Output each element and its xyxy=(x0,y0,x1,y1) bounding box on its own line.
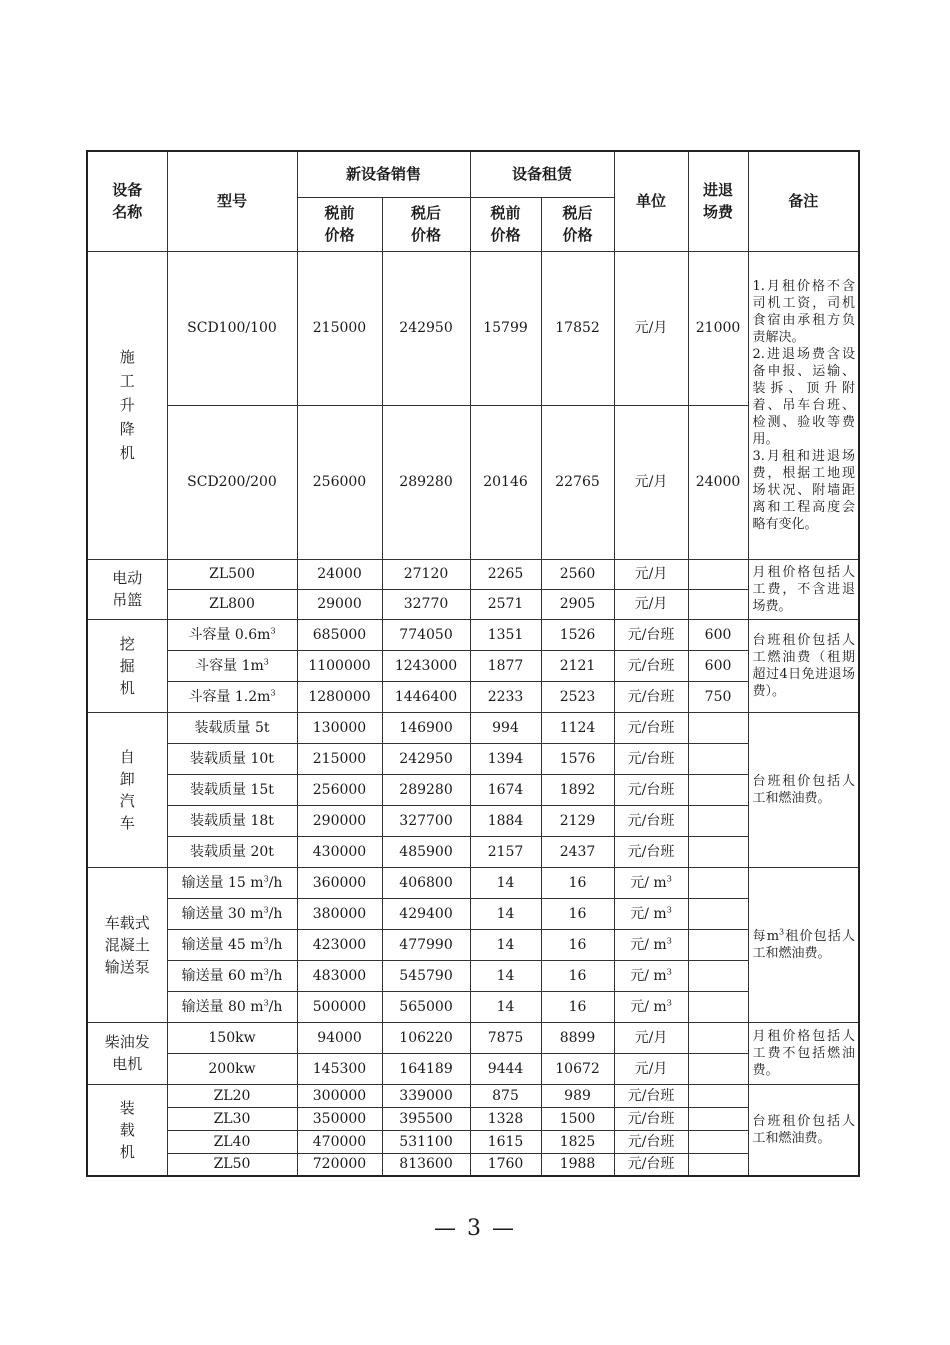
sale-post-cell: 429400 xyxy=(382,898,470,929)
fee-cell xyxy=(688,960,748,991)
unit-cell: 元/月 xyxy=(614,405,688,559)
rent-pre-cell: 15799 xyxy=(470,251,541,405)
table-row xyxy=(87,650,859,681)
group-name-excavator: 挖 掘 机 xyxy=(87,619,167,712)
page-number: — 3 — xyxy=(434,1216,516,1241)
fee-cell xyxy=(688,1107,748,1130)
unit-cell: 元/ $m^3$ xyxy=(614,929,688,960)
table-row xyxy=(87,960,859,991)
model-cell: ZL30 xyxy=(167,1107,297,1130)
fee-cell xyxy=(688,805,748,836)
header-remarks: 备注 xyxy=(748,151,859,251)
sale-pre-cell: 29000 xyxy=(297,589,382,619)
sale-post-cell: 106220 xyxy=(382,1022,470,1053)
fee-cell: 600 xyxy=(688,619,748,650)
fee-cell xyxy=(688,991,748,1022)
group-name-hoist: 施 工 升 降 机 xyxy=(87,251,167,559)
sale-pre-cell: 720000 xyxy=(297,1153,382,1176)
sale-pre-cell: 130000 xyxy=(297,712,382,743)
unit-cell: 元/ $m^3$ xyxy=(614,898,688,929)
sale-pre-cell: 145300 xyxy=(297,1053,382,1084)
rent-post-cell: 1526 xyxy=(541,619,614,650)
rent-post-cell: 10672 xyxy=(541,1053,614,1084)
sale-pre-cell: 500000 xyxy=(297,991,382,1022)
sale-post-cell: 545790 xyxy=(382,960,470,991)
fee-cell xyxy=(688,1130,748,1153)
rent-post-cell: 16 xyxy=(541,960,614,991)
remark-gondola: 月租价格包括人工费，不含进退场费。 xyxy=(748,559,859,619)
table-row xyxy=(87,1053,859,1084)
unit-cell: 元/台班 xyxy=(614,836,688,867)
rent-pre-cell: 875 xyxy=(470,1084,541,1107)
model-cell: 装载质量 18t xyxy=(167,805,297,836)
sale-pre-cell: 290000 xyxy=(297,805,382,836)
table-row xyxy=(87,589,859,619)
header-sale-post-tax: 税后 价格 xyxy=(382,197,470,251)
table-row xyxy=(87,867,859,898)
rent-pre-cell: 1328 xyxy=(470,1107,541,1130)
unit-cell: 元/台班 xyxy=(614,650,688,681)
model-cell: 装载质量 15t xyxy=(167,774,297,805)
model-cell: SCD200/200 xyxy=(167,405,297,559)
unit-cell: 元/台班 xyxy=(614,1130,688,1153)
table-row xyxy=(87,1022,859,1053)
table-row xyxy=(87,1153,859,1176)
header-row-1 xyxy=(87,151,859,197)
sale-post-cell: 289280 xyxy=(382,405,470,559)
table-row xyxy=(87,774,859,805)
rent-pre-cell: 1394 xyxy=(470,743,541,774)
fee-cell xyxy=(688,898,748,929)
group-name-gondola: 电动 吊篮 xyxy=(87,559,167,619)
unit-cell: 元/台班 xyxy=(614,1107,688,1130)
unit-cell: 元/台班 xyxy=(614,805,688,836)
sale-pre-cell: 300000 xyxy=(297,1084,382,1107)
rent-post-cell: 2437 xyxy=(541,836,614,867)
sale-post-cell: 32770 xyxy=(382,589,470,619)
header-equipment-name: 设备 名称 xyxy=(87,151,167,251)
rent-post-cell: 2121 xyxy=(541,650,614,681)
sale-pre-cell: 430000 xyxy=(297,836,382,867)
fee-cell xyxy=(688,712,748,743)
fee-cell xyxy=(688,1084,748,1107)
sale-post-cell: 27120 xyxy=(382,559,470,589)
group-name-loader: 装 载 机 xyxy=(87,1084,167,1176)
group-name-diesel-generator: 柴油发 电机 xyxy=(87,1022,167,1084)
table-row xyxy=(87,898,859,929)
unit-cell: 元/台班 xyxy=(614,774,688,805)
rent-pre-cell: 2571 xyxy=(470,589,541,619)
rent-pre-cell: 1884 xyxy=(470,805,541,836)
fee-cell xyxy=(688,1022,748,1053)
sale-post-cell: 164189 xyxy=(382,1053,470,1084)
fee-cell: 750 xyxy=(688,681,748,712)
fee-cell xyxy=(688,1153,748,1176)
fee-cell: 24000 xyxy=(688,405,748,559)
unit-cell: 元/ $m^3$ xyxy=(614,960,688,991)
unit-cell: 元/月 xyxy=(614,251,688,405)
header-sale-pre-tax: 税前 价格 xyxy=(297,197,382,251)
table-row xyxy=(87,405,859,559)
model-cell: 输送量 45 $m^3/h$ xyxy=(167,929,297,960)
rent-pre-cell: 14 xyxy=(470,960,541,991)
rent-post-cell: 2905 xyxy=(541,589,614,619)
equipment-price-table xyxy=(86,150,860,1177)
rent-post-cell: 1576 xyxy=(541,743,614,774)
model-cell: 输送量 80 $m^3/h$ xyxy=(167,991,297,1022)
model-cell: 斗容量 $1.2m^3$ xyxy=(167,681,297,712)
table-row xyxy=(87,1084,859,1107)
model-cell: 输送量 15 $m^3/h$ xyxy=(167,867,297,898)
rent-post-cell: 16 xyxy=(541,898,614,929)
header-rental: 设备租赁 xyxy=(470,151,614,197)
rent-pre-cell: 1877 xyxy=(470,650,541,681)
fee-cell: 21000 xyxy=(688,251,748,405)
sale-pre-cell: 256000 xyxy=(297,405,382,559)
fee-cell xyxy=(688,929,748,960)
rent-post-cell: 16 xyxy=(541,929,614,960)
sale-pre-cell: 94000 xyxy=(297,1022,382,1053)
remark-dump-truck: 台班租价包括人工和燃油费。 xyxy=(748,712,859,867)
table-row xyxy=(87,251,859,405)
fee-cell: 600 xyxy=(688,650,748,681)
sale-pre-cell: 350000 xyxy=(297,1107,382,1130)
header-model: 型号 xyxy=(167,151,297,251)
unit-cell: 元/台班 xyxy=(614,619,688,650)
sale-post-cell: 395500 xyxy=(382,1107,470,1130)
rent-pre-cell: 9444 xyxy=(470,1053,541,1084)
table-row xyxy=(87,929,859,960)
sale-post-cell: 242950 xyxy=(382,743,470,774)
rent-pre-cell: 1674 xyxy=(470,774,541,805)
unit-cell: 元/台班 xyxy=(614,681,688,712)
rent-pre-cell: 2265 xyxy=(470,559,541,589)
model-cell: ZL500 xyxy=(167,559,297,589)
rent-pre-cell: 994 xyxy=(470,712,541,743)
rent-post-cell: 17852 xyxy=(541,251,614,405)
rent-post-cell: 1988 xyxy=(541,1153,614,1176)
remark-loader: 台班租价包括人工和燃油费。 xyxy=(748,1084,859,1176)
fee-cell xyxy=(688,867,748,898)
model-cell: ZL50 xyxy=(167,1153,297,1176)
sale-post-cell: 565000 xyxy=(382,991,470,1022)
remark-excavator: 台班租价包括人工燃油费（租期超过4日免进退场费）。 xyxy=(748,619,859,712)
sale-post-cell: 289280 xyxy=(382,774,470,805)
rent-pre-cell: 14 xyxy=(470,991,541,1022)
model-cell: ZL40 xyxy=(167,1130,297,1153)
header-rent-post-tax: 税后 价格 xyxy=(541,197,614,251)
sale-post-cell: 531100 xyxy=(382,1130,470,1153)
sale-pre-cell: 215000 xyxy=(297,743,382,774)
sale-post-cell: 477990 xyxy=(382,929,470,960)
fee-cell xyxy=(688,836,748,867)
rent-pre-cell: 1615 xyxy=(470,1130,541,1153)
model-cell: ZL800 xyxy=(167,589,297,619)
group-name-dump-truck: 自 卸 汽 车 xyxy=(87,712,167,867)
rent-post-cell: 1825 xyxy=(541,1130,614,1153)
model-cell: 斗容量 $0.6m^3$ xyxy=(167,619,297,650)
fee-cell xyxy=(688,589,748,619)
table-row xyxy=(87,743,859,774)
rent-pre-cell: 20146 xyxy=(470,405,541,559)
rent-post-cell: 16 xyxy=(541,991,614,1022)
fee-cell xyxy=(688,743,748,774)
sale-pre-cell: 470000 xyxy=(297,1130,382,1153)
rent-pre-cell: 14 xyxy=(470,929,541,960)
sale-post-cell: 1243000 xyxy=(382,650,470,681)
rent-post-cell: 2129 xyxy=(541,805,614,836)
fee-cell xyxy=(688,774,748,805)
sale-post-cell: 339000 xyxy=(382,1084,470,1107)
unit-cell: 元/台班 xyxy=(614,1084,688,1107)
model-cell: 150kw xyxy=(167,1022,297,1053)
sale-pre-cell: 256000 xyxy=(297,774,382,805)
sale-pre-cell: 24000 xyxy=(297,559,382,589)
model-cell: 斗容量 $1m^3$ xyxy=(167,650,297,681)
sale-pre-cell: 360000 xyxy=(297,867,382,898)
table-row xyxy=(87,619,859,650)
model-cell: ZL20 xyxy=(167,1084,297,1107)
rent-post-cell: 8899 xyxy=(541,1022,614,1053)
sale-post-cell: 327700 xyxy=(382,805,470,836)
table-row xyxy=(87,559,859,589)
fee-cell xyxy=(688,559,748,589)
unit-cell: 元/ $m^3$ xyxy=(614,991,688,1022)
table-row xyxy=(87,836,859,867)
sale-pre-cell: 1100000 xyxy=(297,650,382,681)
unit-cell: 元/台班 xyxy=(614,743,688,774)
sale-post-cell: 813600 xyxy=(382,1153,470,1176)
sale-post-cell: 242950 xyxy=(382,251,470,405)
unit-cell: 元/月 xyxy=(614,1053,688,1084)
sale-pre-cell: 1280000 xyxy=(297,681,382,712)
table-row xyxy=(87,805,859,836)
header-entry-exit-fee: 进退 场费 xyxy=(688,151,748,251)
table-row xyxy=(87,712,859,743)
rent-post-cell: 16 xyxy=(541,867,614,898)
rent-post-cell: 2560 xyxy=(541,559,614,589)
sale-pre-cell: 423000 xyxy=(297,929,382,960)
model-cell: 装载质量 20t xyxy=(167,836,297,867)
remark-diesel-generator: 月租价格包括人工费不包括燃油费。 xyxy=(748,1022,859,1084)
table-row xyxy=(87,991,859,1022)
model-cell: 装载质量 10t xyxy=(167,743,297,774)
rent-post-cell: 989 xyxy=(541,1084,614,1107)
unit-cell: 元/月 xyxy=(614,589,688,619)
header-rent-pre-tax: 税前 价格 xyxy=(470,197,541,251)
unit-cell: 元/ $m^3$ xyxy=(614,867,688,898)
unit-cell: 元/月 xyxy=(614,1022,688,1053)
rent-pre-cell: 1760 xyxy=(470,1153,541,1176)
sale-post-cell: 774050 xyxy=(382,619,470,650)
sale-pre-cell: 685000 xyxy=(297,619,382,650)
rent-pre-cell: 2157 xyxy=(470,836,541,867)
fee-cell xyxy=(688,1053,748,1084)
model-cell: 输送量 60 $m^3/h$ xyxy=(167,960,297,991)
rent-pre-cell: 14 xyxy=(470,898,541,929)
rent-pre-cell: 7875 xyxy=(470,1022,541,1053)
sale-pre-cell: 380000 xyxy=(297,898,382,929)
group-name-concrete-pump: 车载式 混凝土 输送泵 xyxy=(87,867,167,1022)
model-cell: 输送量 30 $m^3/h$ xyxy=(167,898,297,929)
header-unit: 单位 xyxy=(614,151,688,251)
unit-cell: 元/台班 xyxy=(614,712,688,743)
model-cell: 200kw xyxy=(167,1053,297,1084)
sale-pre-cell: 483000 xyxy=(297,960,382,991)
rent-pre-cell: 14 xyxy=(470,867,541,898)
unit-cell: 元/月 xyxy=(614,559,688,589)
table-row xyxy=(87,1130,859,1153)
model-cell: 装载质量 5t xyxy=(167,712,297,743)
rent-post-cell: 1892 xyxy=(541,774,614,805)
rent-post-cell: 2523 xyxy=(541,681,614,712)
sale-post-cell: 146900 xyxy=(382,712,470,743)
rent-pre-cell: 1351 xyxy=(470,619,541,650)
sale-post-cell: 406800 xyxy=(382,867,470,898)
unit-cell: 元/台班 xyxy=(614,1153,688,1176)
sale-post-cell: 1446400 xyxy=(382,681,470,712)
rent-post-cell: 1124 xyxy=(541,712,614,743)
table-row xyxy=(87,681,859,712)
remark-hoist: 1.月租价格不含司机工资，司机食宿由承租方负责解决。 2.进退场费含设备申报、运输、装拆、顶升附着、吊车台班、检测、验收等费用。 3.月租和进退场费，根据工地现场状况、附墙距离和工程高度会略有变化。 xyxy=(748,251,859,559)
rent-post-cell: 1500 xyxy=(541,1107,614,1130)
rent-pre-cell: 2233 xyxy=(470,681,541,712)
rent-post-cell: 22765 xyxy=(541,405,614,559)
sale-post-cell: 485900 xyxy=(382,836,470,867)
remark-concrete-pump: 每$m^3$租价包括人工和燃油费。 xyxy=(748,867,859,1022)
sale-pre-cell: 215000 xyxy=(297,251,382,405)
header-new-sale: 新设备销售 xyxy=(297,151,470,197)
model-cell: SCD100/100 xyxy=(167,251,297,405)
table-row xyxy=(87,1107,859,1130)
